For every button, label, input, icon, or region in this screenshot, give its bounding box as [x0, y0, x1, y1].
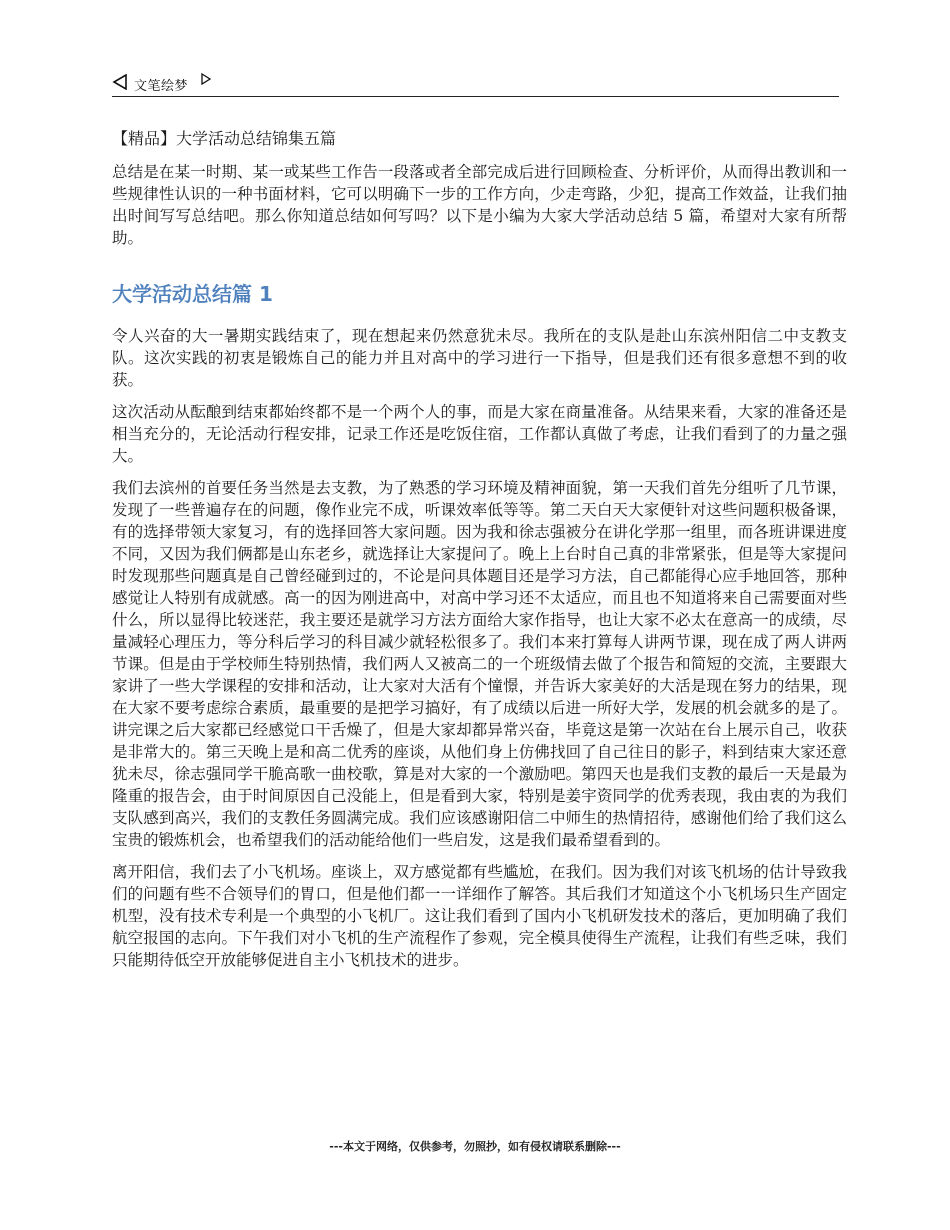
section-heading: 大学活动总结篇 1	[112, 282, 273, 306]
body-paragraph: 这次活动从酝酿到结束都始终都不是一个两个人的事，而是大家在商量准备。从结果来看，大家的准备还是相当充分的，无论活动行程安排，记录工作还是吃饭住宿，工作都认真做了考虑，让我们看到了的力量之强大。	[112, 403, 847, 465]
intro-paragraph: 总结是在某一时期、某一或某些工作告一段落或者全部完成后进行回顾检查、分析评价，从而得出教训和一些规律性认识的一种书面材料，它可以明确下一步的工作方向，少走弯路，少犯，提高工作效益，让我们抽出时间写写总结吧。那么你知道总结如何写吗？以下是小编为大家大学活动总结 5 篇，希望对大家有所帮助。	[112, 163, 847, 247]
page-header	[112, 70, 839, 97]
document-title: 【精品】大学活动总结锦集五篇	[112, 129, 337, 148]
body-paragraph: 令人兴奋的大一暑期实践结束了，现在想起来仍然意犹未尽。我所在的支队是赴山东滨州阳信二中支教支队。这次实践的初衷是锻炼自己的能力并且对高中的学习进行一下指导，但是我们还有很多意想不到的收获。	[112, 327, 847, 389]
footer-disclaimer: ---本文于网络，仅供参考，勿照抄，如有侵权请联系删除---	[329, 1140, 621, 1153]
document-body	[112, 128, 847, 981]
body-paragraph: 离开阳信，我们去了小飞机场。座谈上，双方感觉都有些尴尬，在我们。因为我们对该飞机场的估计导致我们的问题有些不合领导们的胃口，但是他们都一一详细作了解答。其后我们才知道这个小飞机场只生产固定机型，没有技术专利是一个典型的小飞机厂。这让我们看到了国内小飞机研发技术的落后，更加明确了我们航空报国的志向。下午我们对小飞机的生产流程作了参观，完全模具使得生产流程，让我们有些乏味，我们只能期待低空开放能够促进自主小飞机技术的进步。	[112, 863, 847, 969]
triangle-right-icon[interactable]	[200, 73, 212, 85]
brand-name: 文笔绘梦	[134, 79, 189, 94]
triangle-left-icon[interactable]	[112, 74, 128, 90]
body-paragraph: 我们去滨州的首要任务当然是去支教，为了熟悉的学习环境及精神面貌，第一天我们首先分组听了几节课，发现了一些普遍存在的问题，像作业完不成，听课效率低等等。第二天白天大家便针对这些问题积极备课，有的选择带领大家复习，有的选择回答大家问题。因为我和徐志强被分在讲化学那一组里，而各班讲课进度不同，又因为我们俩都是山东老乡，就选择让大家提问了。晚上上台时自己真的非常紧张，但是等大家提问时发现那些问题真是自己曾经碰到过的，不论是问具体题目还是学习方法，自己都能得心应手地回答，那种感觉让人特别有成就感。高一的因为刚进高中，对高中学习还不太适应，而且也不知道将来自己需要面对些什么，所以显得比较迷茫，我主要还是就学习方法方面给大家作指导，也让大家不必太在意高一的成绩，尽量减轻心理压力，等分科后学习的科目减少就轻松很多了。我们本来打算每人讲两节课，现在成了两人讲两节课。但是由于学校师生特别热情，我们两人又被高二的一个班级情去做了个报告和简短的交流，主要跟大家讲了一些大学课程的安排和活动，让大家对大活有个憧憬，并告诉大家美好的大活是现在努力的结果，现在大家不要考虑综合素质，最重要的是把学习搞好，有了成绩以后进一所好大学，发展的机会就多的是了。讲完课之后大家都已经感觉口干舌燥了，但是大家却都异常兴奋，毕竟这是第一次站在台上展示自己，收获是非常大的。第三天晚上是和高二优秀的座谈，从他们身上仿佛找回了自己往日的影子，料到结束大家还意犹未尽，徐志强同学干脆高歌一曲校歌，算是对大家的一个激励吧。第四天也是我们支教的最后一天是最为隆重的报告会，由于时间原因自己没能上，但是看到大家，特别是姜宇资同学的优秀表现，我由衷的为我们支队感到高兴，我们的支教任务圆满完成。我们应该感谢阳信二中师生的热情招待，感谢他们给了我们这么宝贵的锻炼机会，也希望我们的活动能给他们一些启发，这是我们最希望看到的。	[112, 479, 847, 849]
